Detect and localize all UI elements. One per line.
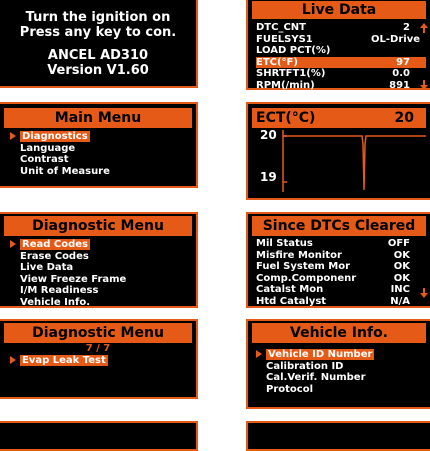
- monitor-row-comp-component[interactable]: [256, 273, 426, 285]
- row-label: Htd Catalyst: [256, 295, 327, 307]
- row-label: ETC(°F): [256, 56, 298, 68]
- ect-value: 20: [394, 110, 414, 126]
- menu-item-read-codes[interactable]: Read Codes: [10, 239, 190, 251]
- row-label: Fuel System Mor: [256, 261, 351, 272]
- row-label: RPM(/min): [256, 79, 315, 91]
- diagnostic-menu-screen: [0, 212, 198, 308]
- intro-screen: [0, 0, 198, 88]
- live-row-fuelsys1[interactable]: [256, 34, 426, 46]
- ect-title: ECT(°C): [256, 110, 316, 126]
- live-row-load-pct[interactable]: [256, 45, 426, 57]
- diagnostic-menu-page7-screen: [0, 319, 198, 399]
- live-row-dtc-cnt[interactable]: [256, 22, 426, 34]
- menu-item-erase-codes[interactable]: Erase Codes: [20, 250, 89, 262]
- selection-arrow-icon: [10, 356, 16, 364]
- row-label: DTC_CNT: [256, 22, 306, 33]
- live-row-rpm[interactable]: [256, 80, 426, 92]
- menu-item-live-data[interactable]: Live Data: [20, 262, 74, 273]
- diagnostic-menu-title: Diagnostic Menu: [4, 216, 192, 236]
- row-label: Misfire Monitor: [256, 249, 342, 261]
- scroll-down-icon[interactable]: [420, 80, 428, 90]
- live-row-shrtft1[interactable]: [256, 68, 426, 80]
- vehicle-info-screen: [246, 319, 430, 409]
- menu-item-language[interactable]: Language: [20, 142, 76, 154]
- main-menu-screen: [0, 102, 198, 188]
- menu-item-vehicle-info[interactable]: Vehicle Info.: [20, 296, 90, 308]
- partial-screen-bottom-left: [0, 421, 198, 451]
- row-value: OK: [393, 249, 410, 261]
- live-row-etc[interactable]: [256, 57, 426, 69]
- menu-item-evap-leak-test[interactable]: Evap Leak Test: [10, 355, 190, 367]
- monitor-row-mil-status[interactable]: [256, 238, 426, 250]
- ect-trace-line: [283, 136, 426, 190]
- ect-graph-screen: [246, 102, 430, 200]
- page-indicator: 7 / 7: [85, 343, 111, 354]
- partial-screen-bottom-right: [246, 421, 430, 451]
- row-value: N/A: [390, 295, 410, 307]
- menu-item-unit-of-measure[interactable]: Unit of Measure: [20, 165, 110, 177]
- menu-item-vehicle-id-number[interactable]: Vehicle ID Number: [256, 349, 424, 361]
- main-menu-title: Main Menu: [4, 108, 192, 128]
- ignition-prompt: Turn the ignition on: [25, 10, 171, 25]
- row-value: INC: [390, 284, 410, 295]
- selection-arrow-icon: [256, 350, 262, 358]
- row-label: Mil Status: [256, 238, 313, 249]
- menu-item-calibration-id[interactable]: Calibration ID: [266, 360, 344, 372]
- row-value: 2: [403, 22, 410, 33]
- row-label: SHRTFT1(%): [256, 68, 326, 79]
- menu-item-view-freeze-frame[interactable]: View Freeze Frame: [20, 273, 127, 285]
- monitor-row-catalyst[interactable]: [256, 284, 426, 296]
- since-dtcs-cleared-screen: [246, 212, 430, 308]
- row-label: FUELSYS1: [256, 33, 313, 45]
- row-label: LOAD PCT(%): [256, 45, 331, 56]
- row-value: 891: [389, 79, 410, 91]
- row-value: OL-Drive: [371, 33, 420, 45]
- selection-arrow-icon: [10, 132, 16, 140]
- row-value: OK: [393, 272, 410, 284]
- ect-header: [252, 108, 426, 128]
- press-key-prompt: Press any key to con.: [19, 25, 177, 40]
- menu-item-cal-verif-number[interactable]: Cal.Verif. Number: [266, 372, 366, 383]
- menu-item-diagnostics[interactable]: Diagnostics: [10, 131, 190, 143]
- menu-item-protocol[interactable]: Protocol: [266, 383, 314, 395]
- live-data-title: Live Data: [252, 1, 426, 19]
- ect-graph: [282, 130, 427, 196]
- row-value: OFF: [387, 238, 410, 249]
- diagnostic-menu-2-title: Diagnostic Menu: [4, 323, 192, 343]
- row-label: Comp.Componenr: [256, 272, 357, 284]
- selection-arrow-icon: [10, 240, 16, 248]
- y-axis-bottom-label: 19: [260, 170, 277, 184]
- row-value: 97: [396, 56, 410, 68]
- monitor-row-htd-catalyst[interactable]: [256, 296, 426, 308]
- row-value: OK: [393, 261, 410, 272]
- live-data-screen: [246, 0, 430, 90]
- row-value: 0.0: [392, 68, 410, 79]
- vehicle-info-title: Vehicle Info.: [252, 323, 426, 343]
- menu-item-im-readiness[interactable]: I/M Readiness: [20, 285, 99, 296]
- monitor-row-fuel-system[interactable]: [256, 261, 426, 273]
- scroll-down-icon[interactable]: [420, 288, 428, 298]
- scroll-up-icon[interactable]: [420, 23, 428, 33]
- since-dtcs-title: Since DTCs Cleared: [252, 216, 426, 236]
- version-text: Version V1.60: [47, 63, 149, 78]
- y-axis-top-label: 20: [260, 128, 277, 142]
- brand-name: ANCEL AD310: [47, 48, 149, 63]
- menu-item-contrast[interactable]: Contrast: [20, 154, 69, 165]
- row-label: Catalst Mon: [256, 284, 324, 295]
- monitor-row-misfire[interactable]: [256, 250, 426, 262]
